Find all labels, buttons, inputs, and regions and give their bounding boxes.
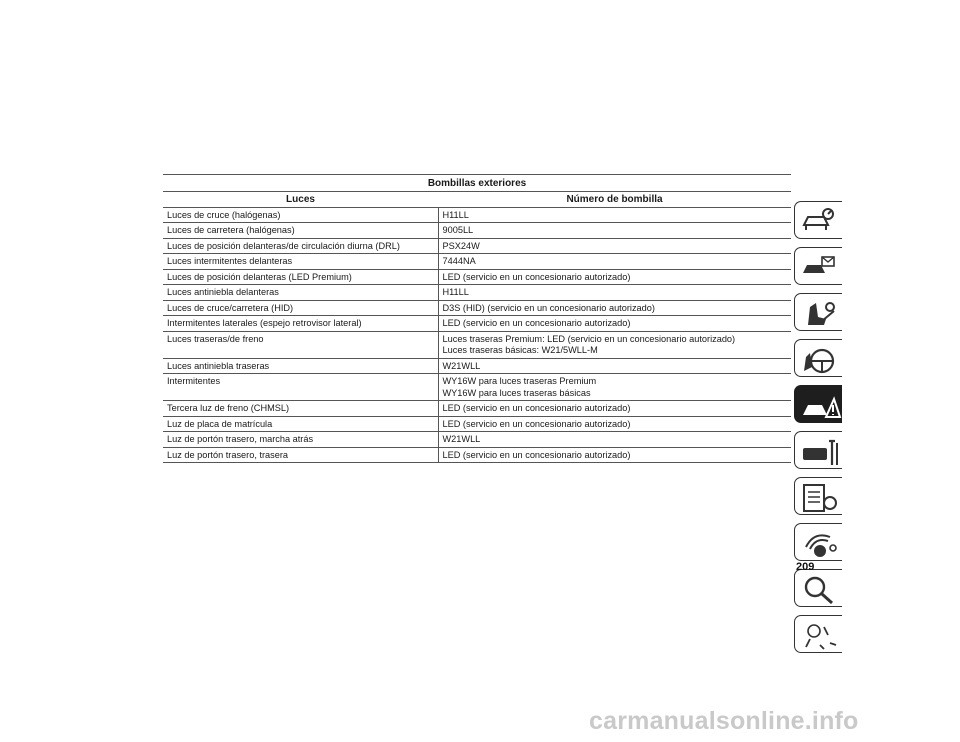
table-row <box>163 285 791 301</box>
lamp-name-cell: Luz de placa de matrícula <box>163 416 438 432</box>
emergency-hazard-icon <box>800 389 842 421</box>
table-row <box>163 358 791 374</box>
table-row <box>163 331 791 358</box>
table-row <box>163 432 791 448</box>
bulb-number-line: D3S (HID) (servicio en un concesionario autorizado) <box>442 302 655 313</box>
lamp-name-cell: Tercera luz de freno (CHMSL) <box>163 401 438 417</box>
bulb-number-cell <box>438 285 791 301</box>
bulb-number-line: H11LL <box>442 209 469 220</box>
bulb-number-cell <box>438 238 791 254</box>
seat-safety-icon <box>800 297 842 329</box>
car-maintenance-tools-icon <box>800 435 842 467</box>
lamp-name-cell: Luz de portón trasero, marcha atrás <box>163 432 438 448</box>
bulb-number-line: H11LL <box>442 287 469 297</box>
table-row <box>163 401 791 417</box>
lamp-name-cell: Luz de portón trasero, trasera <box>163 447 438 463</box>
bulb-number-cell <box>438 358 791 374</box>
bulb-number-line: Luces traseras Premium: LED (servicio en un concesionario autorizado) <box>442 333 736 344</box>
car-mail-info-icon <box>800 251 842 283</box>
bulb-number-line: W21WLL <box>442 360 481 371</box>
lamp-name-cell: Luces antiniebla traseras <box>163 358 438 374</box>
table-row <box>163 223 791 239</box>
bulb-number-cell <box>438 300 791 316</box>
lamp-name-cell: Luces de posición delanteras (LED Premium) <box>163 269 438 285</box>
section-tab-7[interactable] <box>794 477 842 515</box>
steering-wheel-icon <box>800 343 842 375</box>
car-dashboard-icon <box>800 205 842 237</box>
lamp-name-cell: Luces intermitentes delanteras <box>163 254 438 270</box>
table-body <box>163 207 791 463</box>
bulb-number-cell <box>438 316 791 332</box>
table-row <box>163 300 791 316</box>
watermark: carmanualsonline.info <box>589 707 859 735</box>
table-title: Bombillas exteriores <box>163 175 791 192</box>
section-tabs <box>794 201 842 661</box>
lamp-name-cell: Luces antiniebla delanteras <box>163 285 438 301</box>
bulb-number-cell <box>438 447 791 463</box>
bulb-number-cell <box>438 254 791 270</box>
bulb-number-line: LED (servicio en un concesionario autorizado) <box>442 403 631 413</box>
bulb-number-line: 9005LL <box>442 225 474 235</box>
table-row <box>163 207 791 223</box>
lamp-name-cell: Luces traseras/de freno <box>163 331 438 358</box>
bulb-number-line: 7444NA <box>442 256 476 266</box>
table-row <box>163 238 791 254</box>
table-row <box>163 416 791 432</box>
section-tab-3[interactable] <box>794 293 842 331</box>
lamp-name-cell: Luces de posición delanteras/de circulación diurna (DRL) <box>163 238 438 254</box>
bulb-number-line: W21WLL <box>442 434 481 444</box>
table-row <box>163 374 791 401</box>
bulb-number-cell <box>438 269 791 285</box>
bulb-number-cell <box>438 401 791 417</box>
bulb-number-cell <box>438 223 791 239</box>
section-tab-4[interactable] <box>794 339 842 377</box>
section-tab-1[interactable] <box>794 201 842 239</box>
column-header-bulb-number: Número de bombilla <box>438 191 791 207</box>
lamp-name-cell: Luces de cruce (halógenas) <box>163 207 438 223</box>
multimedia-icon <box>800 527 842 559</box>
page-number: 209 <box>796 561 815 573</box>
lamp-name-cell: Luces de cruce/carretera (HID) <box>163 300 438 316</box>
section-tab-6[interactable] <box>794 431 842 469</box>
table-row <box>163 447 791 463</box>
bulb-number-line: LED (servicio en un concesionario autorizado) <box>442 449 631 460</box>
bulb-number-cell <box>438 432 791 448</box>
section-tab-5[interactable] <box>794 385 842 423</box>
lamp-name-cell: Luces de carretera (halógenas) <box>163 223 438 239</box>
bulb-number-line: WY16W para luces traseras básicas <box>442 387 591 398</box>
bulb-number-cell <box>438 207 791 223</box>
magnifier-index-icon <box>800 573 842 605</box>
bulb-number-cell <box>438 331 791 358</box>
bulb-number-cell <box>438 374 791 401</box>
specifications-list-icon <box>800 481 842 513</box>
exterior-bulbs-table <box>163 174 791 463</box>
bulb-number-line: PSX24W <box>442 240 480 251</box>
table-row <box>163 269 791 285</box>
bulb-number-line: LED (servicio en un concesionario autorizado) <box>442 418 631 429</box>
lamp-name-cell: Intermitentes laterales (espejo retrovisor lateral) <box>163 316 438 332</box>
bulb-number-line: LED (servicio en un concesionario autorizado) <box>442 271 631 282</box>
bulb-number-line: Luces traseras básicas: W21/5WLL-M <box>442 345 598 355</box>
section-tab-2[interactable] <box>794 247 842 285</box>
column-header-lamps: Luces <box>163 191 438 207</box>
bulb-number-cell <box>438 416 791 432</box>
table-row <box>163 316 791 332</box>
bulb-number-line: WY16W para luces traseras Premium <box>442 376 597 386</box>
table-row <box>163 254 791 270</box>
bulb-number-line: LED (servicio en un concesionario autorizado) <box>442 318 631 328</box>
languages-icon <box>800 619 842 651</box>
section-tab-8[interactable] <box>794 523 842 561</box>
section-tab-10[interactable] <box>794 615 842 653</box>
lamp-name-cell: Intermitentes <box>163 374 438 401</box>
section-tab-9[interactable] <box>794 569 842 607</box>
